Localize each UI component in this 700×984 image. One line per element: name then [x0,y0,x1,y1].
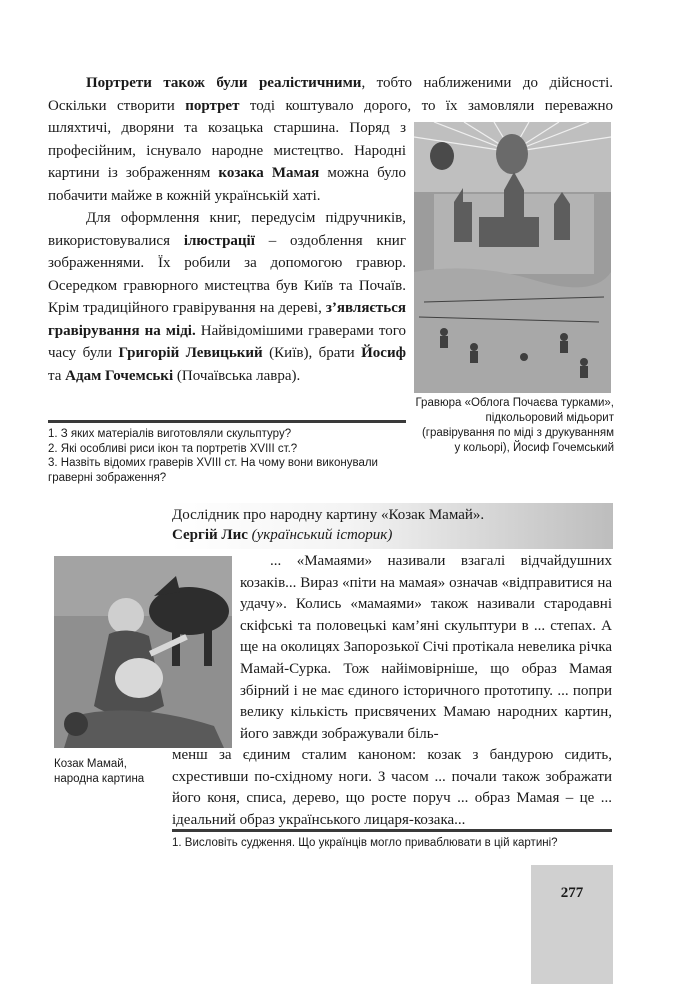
question-item: 1. З яких матеріалів виготовляли скульптуру? [48,428,292,440]
bold-term: Портрети також були реалістичними [86,75,362,91]
bold-term: ілюстрації [183,232,255,249]
kozak-mamay-caption: Козак Мамай, народна картина [54,758,145,785]
question-item: 1. Висловіть судження. Що українців могло приваблювати в цій картині? [172,837,558,849]
bold-term: Григорій Левицький [118,345,263,361]
source-text-part: менш за єдиним сталим каноном: козак з бандурою сидить, схрестивши по-східному ноги. З часом ... почали також зображати його коня, списа, дерево, що росте поруч ... образ Мамая – це ... ідеальний образ українського лицаря-козака... [172,747,612,828]
text-run: Для оформлення книг, передусім підручників, використовувалися [48,210,406,249]
source-text-part: ... «Мамаями» називали взагалі відчайдушних козаків... Вираз «піти на мамая» означав «відправитися на удачу». Колись «мамаями» також називали стародавні скіфські та половецькі кам’яні скульптури в ... степах. А ще на околицях Запорозької Січі протікала невелика річка Мамай-Сурка. Тож найімовірніше, що образ Мамая збірний і не має єдиного історичного прототипу. ... попри велику кількість присвячених Мамаю народних картин, його завжди зображували біль- [240,553,612,742]
text-run: Найвідомішими граверами того часу були [48,322,406,361]
questions-block [48,420,406,485]
bold-term: портрет [185,97,240,114]
bold-term: Йосиф [361,345,406,361]
text-run: тоді коштувало дорого, то їх замовляли переважно шляхтичі, дворяни та козацька старшина. Поряд з професійним, існувало народне мистецтво. Народні картини із зображенням [48,97,614,181]
engraving-picture [414,122,611,393]
question-item: 2. Які особливі риси ікон та портретів XVIII ст.? [48,442,298,455]
engraving-caption: Гравюра «Облога Почаєва турками», підкольоровий мідьорит (гравірування по міді з друкуванням у кольорі), Йосиф Гочемський [415,397,614,454]
page-number: 277 [560,885,584,901]
question-item: 3. Назвіть відомих граверів XVIII ст. На чому вони виконували граверні зображення? [48,457,378,484]
source-text [240,551,612,745]
source-header [170,503,613,549]
text-run: (Київ), брати [262,345,362,361]
text-run: можна було побачити майже в кожній українській хаті. [48,165,406,204]
engraving-image [414,122,611,393]
source-author-role: (український історик) [247,527,393,543]
text-run: (Почаївська лавра). [173,367,301,384]
text-run: – оздоблення книг зображеннями. Їх робили за допомогою гравюр. Осередком гравюрного мистецтва був Київ та Почаїв. Крім традиційного гравірування на дереві, [48,232,406,316]
source-author: Сергій Лис [172,527,248,543]
questions-block-2 [172,829,612,851]
kozak-mamay-picture [54,556,232,748]
page-number-tab [531,865,613,984]
source-title: Дослідник про народну картину «Козак Мамай». [172,507,485,523]
source-author-line [172,525,613,545]
text-run: та [48,367,66,384]
text-run: , тобто наближеними до дійсності. Оскільки створити [48,75,613,114]
bold-term: козака Мамая [218,165,320,181]
bold-term: Адам Гочемські [65,367,174,384]
source-text-continued [172,745,612,831]
kozak-mamay-image [54,556,232,748]
bold-term: з’являється гравірування на міді. [48,300,406,339]
